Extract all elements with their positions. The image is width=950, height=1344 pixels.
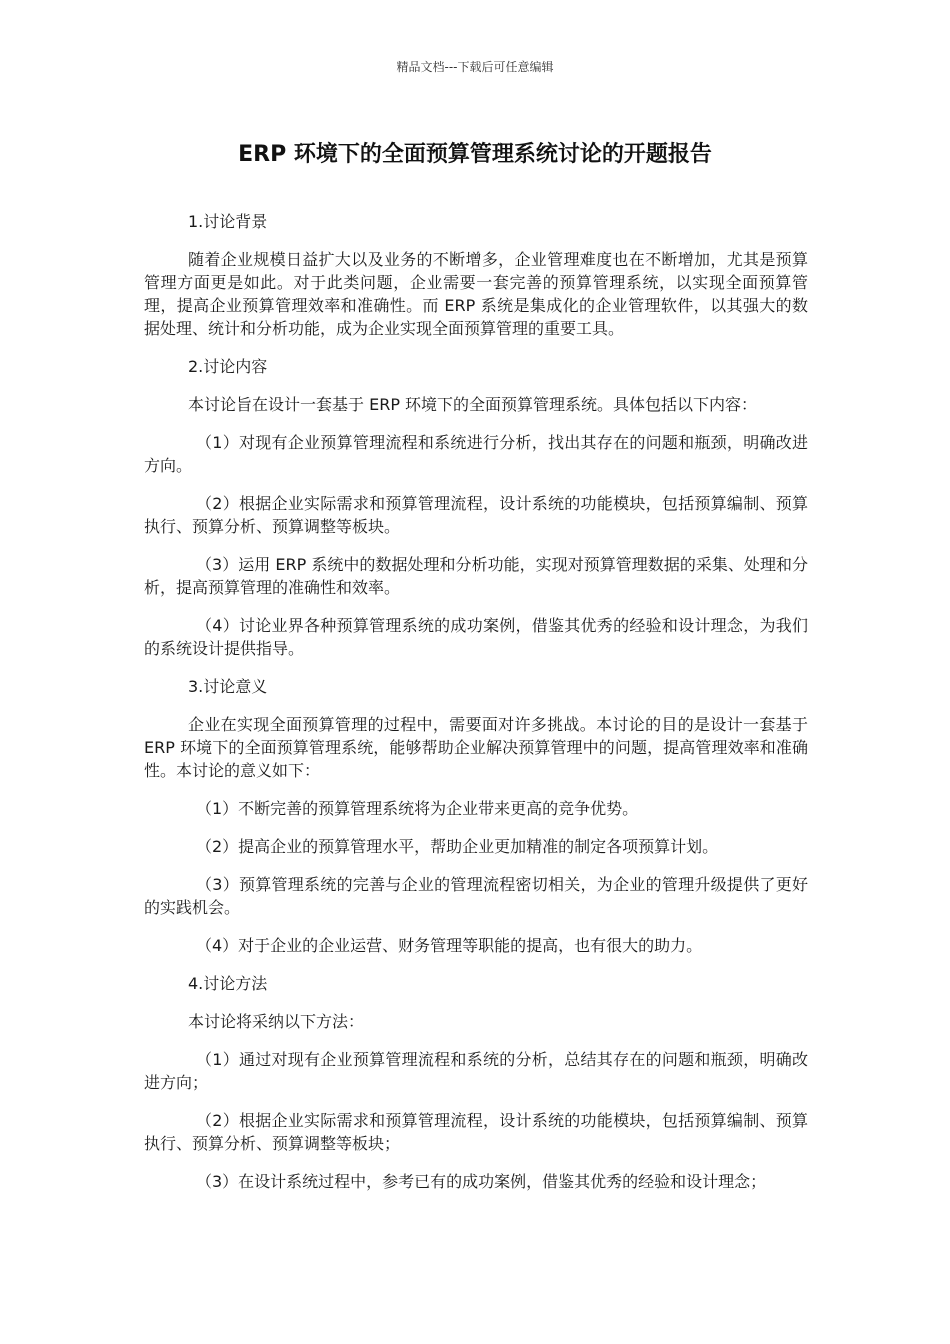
list-item: （2）根据企业实际需求和预算管理流程，设计系统的功能模块，包括预算编制、预算执行、预算分析、预算调整等板块。 [144, 494, 808, 536]
section-heading-content: 2.讨论内容 [188, 357, 268, 376]
list-item: （3）运用 ERP 系统中的数据处理和分析功能，实现对预算管理数据的采集、处理和分析，提高预算管理的准确性和效率。 [144, 555, 808, 597]
section-heading-background: 1.讨论背景 [188, 212, 268, 231]
list-item: （1）通过对现有企业预算管理流程和系统的分析，总结其存在的问题和瓶颈，明确改进方向； [144, 1050, 808, 1092]
document-body [144, 210, 808, 1208]
list-item: （2）根据企业实际需求和预算管理流程，设计系统的功能模块，包括预算编制、预算执行、预算分析、预算调整等板块； [144, 1111, 808, 1153]
header-note: 精品文档---下载后可任意编辑 [396, 60, 554, 74]
document-title: ERP 环境下的全面预算管理系统讨论的开题报告 [238, 142, 712, 167]
list-item: （1）不断完善的预算管理系统将为企业带来更高的竞争优势。 [196, 799, 639, 818]
section-heading-significance: 3.讨论意义 [188, 677, 268, 696]
list-item: （3）预算管理系统的完善与企业的管理流程密切相关，为企业的管理升级提供了更好的实践机会。 [144, 875, 808, 917]
section-heading-method: 4.讨论方法 [188, 974, 268, 993]
list-item: （2）提高企业的预算管理水平，帮助企业更加精准的制定各项预算计划。 [196, 837, 719, 856]
list-item: （3）在设计系统过程中，参考已有的成功案例，借鉴其优秀的经验和设计理念； [196, 1172, 767, 1191]
body-paragraph: 企业在实现全面预算管理的过程中，需要面对许多挑战。本讨论的目的是设计一套基于 ERP 环境下的全面预算管理系统，能够帮助企业解决预算管理中的问题，提高管理效率和准确性。本讨论的意义如下： [144, 715, 808, 780]
list-item: （4）讨论业界各种预算管理系统的成功案例，借鉴其优秀的经验和设计理念，为我们的系统设计提供指导。 [144, 616, 808, 658]
list-item: （4）对于企业的企业运营、财务管理等职能的提高，也有很大的助力。 [196, 936, 703, 955]
list-item: （1）对现有企业预算管理流程和系统进行分析，找出其存在的问题和瓶颈，明确改进方向。 [144, 433, 808, 475]
body-paragraph: 本讨论旨在设计一套基于 ERP 环境下的全面预算管理系统。具体包括以下内容： [188, 395, 758, 414]
body-paragraph: 随着企业规模日益扩大以及业务的不断增多，企业管理难度也在不断增加，尤其是预算管理方面更是如此。对于此类问题，企业需要一套完善的预算管理系统，以实现全面预算管理，提高企业预算管理效率和准确性。而 ERP 系统是集成化的企业管理软件，以其强大的数据处理、统计和分析功能，成为企业实现全面预算管理的重要工具。 [144, 250, 808, 338]
body-paragraph: 本讨论将采纳以下方法： [188, 1012, 365, 1031]
